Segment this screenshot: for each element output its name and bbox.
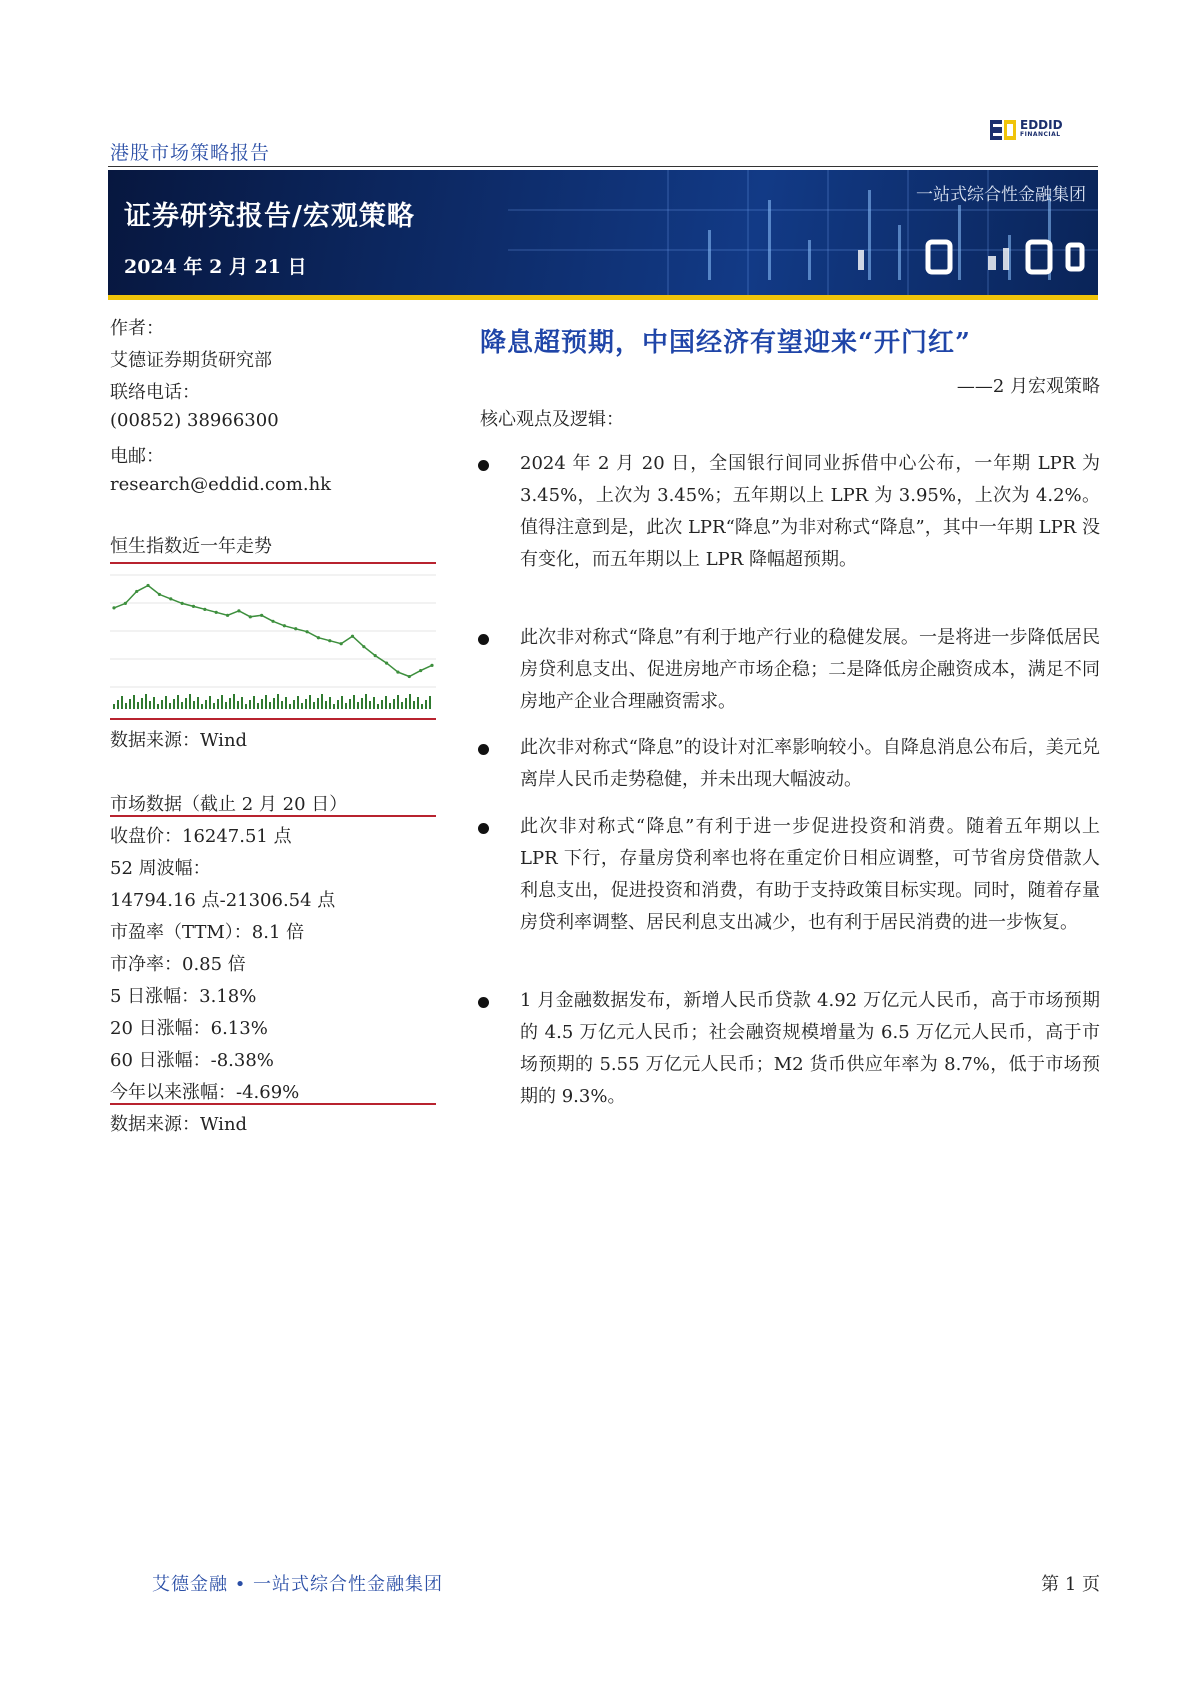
volume-bar [137,702,139,709]
hsi-data-point [430,664,433,667]
hsi-data-point [124,602,127,605]
volume-bar [409,694,411,709]
hsi-data-point [385,662,388,665]
report-date: 2024 年 2 月 21 日 [124,256,307,278]
header-rule [108,166,1098,167]
market-source: 数据来源：Wind [110,1114,248,1135]
volume-bar [185,698,187,709]
volume-bar [145,694,147,709]
market-item: 收盘价：16247.51 点 [110,826,292,847]
hsi-data-point [294,627,297,630]
volume-bar [221,695,223,709]
volume-bar [397,695,399,709]
market-item: 市盈率（TTM）：8.1 倍 [110,922,305,943]
hsi-chart [110,567,436,717]
report-subtitle: ——2 月宏观策略 [956,376,1100,397]
hsi-data-point [203,608,206,611]
volume-bar [173,699,175,709]
market-item: 市净率：0.85 倍 [110,954,246,975]
volume-bar [417,697,419,709]
volume-bar [381,700,383,709]
volume-bar [301,703,303,709]
bullet-icon [478,997,489,1008]
hsi-data-point [226,614,229,617]
banner-slogan: 一站式综合性金融集团 [916,185,1086,205]
author-label: 作者： [110,318,164,339]
volume-bar [201,704,203,709]
volume-bar [249,700,251,709]
report-type: 港股市场策略报告 [110,142,271,164]
volume-bar [265,695,267,709]
volume-bar [309,695,311,709]
volume-bar [357,702,359,709]
hsi-data-point [328,639,331,642]
market-bottom-rule [110,1103,436,1105]
header-banner [108,170,1098,300]
email-address[interactable]: research@eddid.com.hk [110,474,332,495]
volume-bar [341,696,343,709]
footer-company: 艾德金融 • 一站式综合性金融集团 [152,1574,444,1595]
volume-bar [209,696,211,709]
bullet-paragraph: 此次非对称式“降息”的设计对汇率影响较小。自降息消息公布后，美元兑离岸人民币走势稳健，并未出现大幅波动。 [520,737,1100,790]
volume-bar [177,695,179,709]
volume-bar [193,701,195,709]
volume-bar [425,700,427,709]
bullet-icon [478,823,489,834]
volume-bar [277,694,279,709]
hsi-data-point [351,635,354,638]
hsi-data-point [192,605,195,608]
volume-bar [401,702,403,709]
hsi-data-point [249,615,252,618]
volume-bar [153,697,155,709]
hsi-data-point [317,636,320,639]
volume-bar [393,699,395,709]
volume-bar [365,694,367,709]
volume-bar [361,698,363,709]
market-top-rule [110,815,436,817]
bullet-paragraph: 2024 年 2 月 20 日，全国银行间同业拆借中心公布，一年期 LPR 为 3.45%，上次为 3.45%；五年期以上 LPR 为 3.95%，上次为 4.2%。值得注意到是，此次 LPR“降息”为非对称式“降息”，其中一年期 LPR 没有变化，而五年期以上 LPR 降幅超预期。 [520,453,1100,570]
volume-bar [229,698,231,709]
volume-bar [337,700,339,709]
volume-bar [297,696,299,709]
hsi-data-point [237,609,240,612]
volume-bar [281,701,283,709]
hsi-data-point [283,624,286,627]
volume-bar [125,703,127,709]
volume-bar [257,703,259,709]
volume-bar [157,704,159,709]
chart-title: 恒生指数近一年走势 [110,536,272,557]
market-data-title: 市场数据（截止 2 月 20 日） [110,794,348,815]
volume-bar [389,703,391,709]
banner-title: 证券研究报告/宏观策略 [124,201,415,232]
volume-bar [237,701,239,709]
volume-bar [313,702,315,709]
bullet-icon [478,634,489,645]
market-item: 20 日涨幅：6.13% [110,1018,268,1039]
phone-label: 联络电话： [110,382,200,403]
volume-bar [261,699,263,709]
page-number: 第 1 页 [1041,1574,1100,1595]
hsi-data-point [112,606,115,609]
market-item: 今年以来涨幅：-4.69% [110,1082,300,1103]
bullet-paragraph: 此次非对称式“降息”有利于进一步促进投资和消费。随着五年期以上 LPR 下行，存量房贷利率也将在重定价日相应调整，可节省房贷借款人利息支出，促进投资和消费，有助于支持政策目标实现。同时，随着存量房贷利率调整、居民利息支出减少，也有利于居民消费的进一步恢复。 [520,816,1100,933]
volume-bar [429,696,431,709]
hsi-data-point [396,670,399,673]
hsi-data-point [305,630,308,633]
volume-bar [113,704,115,709]
hsi-data-point [215,611,218,614]
volume-bar [377,704,379,709]
hsi-data-point [135,590,138,593]
market-item: 5 日涨幅：3.18% [110,986,257,1007]
volume-bar [317,698,319,709]
volume-bar [161,700,163,709]
hsi-data-point [260,614,263,617]
volume-bar [133,695,135,709]
author-name: 艾德证券期货研究部 [110,350,272,371]
logo-subtext: FINANCIAL [1020,131,1061,138]
volume-bar [213,703,215,709]
hsi-data-point [181,602,184,605]
eddid-logo-icon [990,120,1016,140]
volume-bar [345,703,347,709]
core-view-label: 核心观点及逻辑： [480,409,624,430]
hsi-data-point [146,584,149,587]
hsi-data-point [408,675,411,678]
volume-bar [305,699,307,709]
volume-bar [225,702,227,709]
hsi-data-point [271,620,274,623]
volume-bar [149,701,151,709]
hsi-data-point [340,642,343,645]
volume-bar [329,697,331,709]
volume-bar [353,695,355,709]
volume-bar [289,704,291,709]
chart-bottom-rule [110,718,436,720]
hsi-data-point [362,645,365,648]
bullet-paragraph: 1 月金融数据发布，新增人民币贷款 4.92 万亿元人民币，高于市场预期的 4.5 万亿元人民币；社会融资规模增量为 6.5 万亿元人民币，高于市场预期的 5.55 万亿元人民币；M2 货币供应年率为 8.7%，低于市场预期的 9.3%。 [520,990,1100,1107]
volume-bar [405,698,407,709]
phone-number: (00852) 38966300 [110,410,279,431]
volume-bar [217,699,219,709]
volume-bar [253,696,255,709]
volume-bar [269,702,271,709]
volume-bar [141,698,143,709]
volume-bar [385,696,387,709]
volume-bar [121,696,123,709]
hsi-data-point [419,669,422,672]
logo-wordmark: EDDID [1020,118,1063,132]
market-item: 52 周波幅： [110,858,211,879]
volume-bar [245,704,247,709]
volume-bar [349,699,351,709]
volume-bar [333,704,335,709]
volume-bar [369,701,371,709]
market-item: 14794.16 点-21306.54 点 [110,890,336,911]
market-item: 60 日涨幅：-8.38% [110,1050,274,1071]
volume-bar [205,700,207,709]
bullet-icon [478,460,489,471]
hsi-data-point [169,597,172,600]
bullet-icon [478,744,489,755]
volume-bar [421,704,423,709]
volume-bar [413,701,415,709]
volume-bar [197,697,199,709]
volume-bar [241,697,243,709]
volume-bar [321,694,323,709]
chart-top-rule [110,562,436,564]
bullet-paragraph: 此次非对称式“降息”有利于地产行业的稳健发展。一是将进一步降低居民房贷利息支出、促进房地产市场企稳；二是降低房企融资成本，满足不同房地产企业合理融资需求。 [520,627,1100,712]
volume-bar [189,694,191,709]
volume-bar [325,701,327,709]
volume-bar [373,697,375,709]
volume-bar [181,702,183,709]
hsi-data-point [374,654,377,657]
report-title: 降息超预期，中国经济有望迎来“开门红” [480,328,971,358]
volume-bar [285,697,287,709]
chart-source: 数据来源：Wind [110,730,248,751]
volume-bar [169,703,171,709]
volume-bar [293,700,295,709]
hsi-data-point [158,593,161,596]
email-label: 电邮： [110,446,164,467]
volume-bar [129,699,131,709]
volume-bar [273,698,275,709]
volume-bar [117,700,119,709]
company-logo [990,118,1072,142]
banner-accent-bar [108,295,1098,300]
volume-bar [165,696,167,709]
volume-bar [233,694,235,709]
